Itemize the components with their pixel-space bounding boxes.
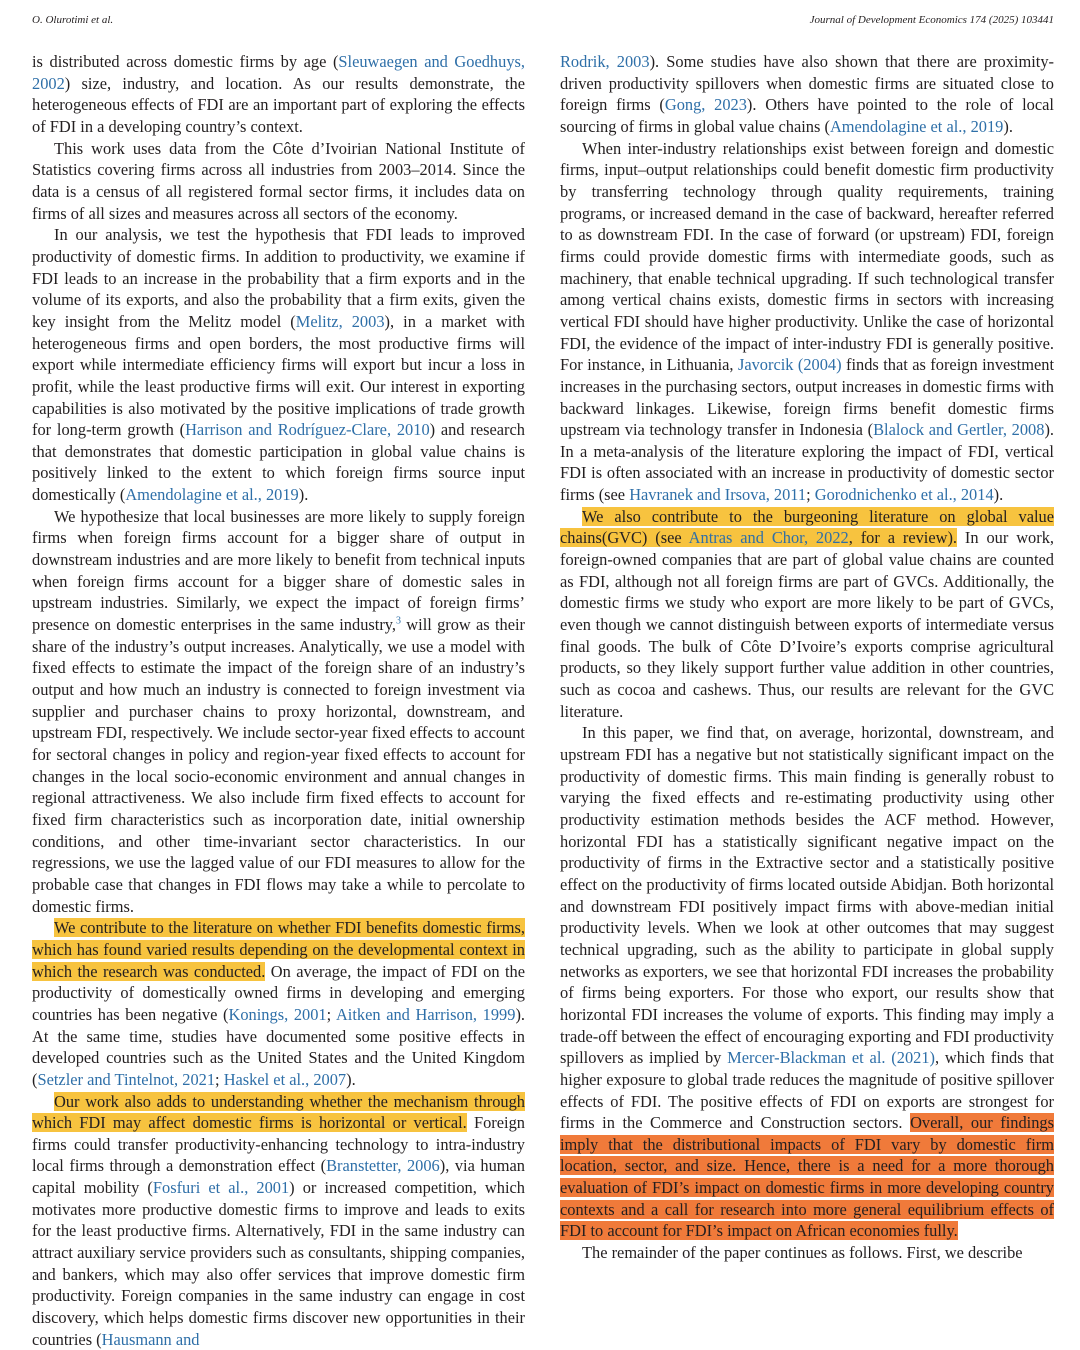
text: ).	[346, 1070, 356, 1089]
running-header-authors: O. Olurotimi et al.	[32, 14, 113, 26]
text: We also contribute to the burgeoning literature on global value chains(GVC) (see	[560, 507, 1054, 548]
citation-link[interactable]: Blalock and Gertler, 2008	[873, 420, 1044, 439]
text: ) size, industry, and location. As our results demonstrate, the heterogeneous effects of FDI are an important part of exploring the effects of FDI in a developing country’s context.	[32, 74, 525, 136]
text: , for a review).	[849, 528, 957, 547]
paragraph	[32, 1091, 525, 1350]
text: is distributed across domestic firms by age (	[32, 52, 338, 71]
citation-link[interactable]: Mercer-Blackman et al. (2021)	[727, 1048, 935, 1067]
text: In this paper, we find that, on average, horizontal, downstream, and upstream FDI has a negative but not statistically significant impact on the productivity of domestic firms. This main finding is generally robust to varying the fixed effects and re-estimating productivity using other productivity estimation methods besides the ACF method. However, horizontal FDI has a statistically significant negative impact on the productivity of firms in the Extractive sector and a statistically positive effect on the productivity of firms located outside Abidjan. Both horizontal and downstream FDI positively impact firms with above-median initial productivity levels. When we look at other outcomes that may suggest technical upgrading, such as the ability to participate in global supply networks as exporters, we see that horizontal FDI increases the probability of firms being exporters. For those who export, our results show that horizontal FDI increases the volume of exports. This finding may imply a trade-off between the effect of encouraging exporting and FDI productivity spillovers as implied by	[560, 723, 1054, 1067]
paragraph	[560, 138, 1054, 506]
citation-link[interactable]: Sleuwaegen and Goedhuys, 2002	[32, 52, 525, 93]
citation-link[interactable]: Amendolagine et al., 2019	[125, 485, 298, 504]
text: In our analysis, we test the hypothesis that FDI leads to improved productivity of domestic firms. In addition to productivity, we examine if FDI leads to an increase in the probability that a firm exports and in the volume of its exports, and also the probability that a firm exits, given the key insight from the Melitz model (	[32, 225, 525, 331]
text: We hypothesize that local businesses are more likely to supply foreign firms when foreign firms account for a bigger share of output in downstream industries and are more likely to benefit from technical inputs when foreign firms account for a bigger share of domestic sales in upstream industries. Similarly, we expect the impact of foreign firms’ presence on domestic enterprises in the same industry,	[32, 507, 525, 634]
citation-link[interactable]: Melitz, 2003	[296, 312, 385, 331]
text: finds that as foreign investment increases in the purchasing sectors, output increases in domestic firms with backward linkages. Likewise, foreign firms benefit domestic firms upstream via technology transfer in Indonesia (	[560, 355, 1054, 439]
text: ). At the same time, studies have documented some positive effects in developed countries such as the United States and the United Kingdom (	[32, 1005, 525, 1089]
text: , which finds that higher exposure to global trade reduces the magnitude of positive spillover effects of FDI. The positive effects of FDI on exports are strongest for firms in the Commerce and Construction sectors.	[560, 1048, 1054, 1132]
text: ), via human capital mobility (	[32, 1156, 525, 1197]
citation-link[interactable]: Haskel et al., 2007	[224, 1070, 346, 1089]
citation-link[interactable]: Branstetter, 2006	[326, 1156, 440, 1175]
citation-link[interactable]: Amendolagine et al., 2019	[830, 117, 1003, 136]
citation-link[interactable]: Setzler and Tintelnot, 2021	[37, 1070, 215, 1089]
text: Foreign firms could transfer productivity-enhancing technology to intra-industry local firms through a demonstration effect (	[32, 1113, 525, 1175]
citation-link[interactable]: Hausmann and	[102, 1330, 200, 1349]
citation-link[interactable]: Fosfuri et al., 2001	[153, 1178, 289, 1197]
text: When inter-industry relationships exist between foreign and domestic firms, input–output relationships could benefit domestic firm productivity by transferring technology through quality requirements, training programs, or increased demand in the case of backward, hereafter referred to as downstream FDI. In the case of forward (or upstream) FDI, foreign firms could provide domestic firms with intermediate goods, such as machinery, that enable technical upgrading. If such technological transfer among vertical chains exists, domestic firms in sectors with increasing vertical FDI should have higher productivity. Unlike the case of horizontal FDI, the evidence of the impact of inter-industry FDI is generally positive. For instance, in Lithuania,	[560, 139, 1054, 375]
paragraph	[560, 51, 1054, 138]
text: ), in a market with heterogeneous firms and open borders, the most productive firms will export while intermediate efficiency firms will export but incur a loss in profit, while the least productive firms will exit. Our interest in exporting capabilities is also motivated by the positive implications of trade growth for long-term growth (	[32, 312, 525, 439]
text: ;	[806, 485, 815, 504]
running-header-journal: Journal of Development Economics 174 (2025) 103441	[810, 14, 1054, 26]
orange-highlight: Overall, our findings imply that the distributional impacts of FDI vary by domestic firm location, sector, and size. Hence, there is a need for a more thorough evaluation of FDI’s impact on domestic firms in more developing country contexts and a call for research into more general equilibrium effects of FDI to account for FDI’s impact on African economies fully.	[560, 1113, 1054, 1240]
citation-link[interactable]: Aitken and Harrison, 1999	[336, 1005, 516, 1024]
citation-link[interactable]: Rodrik, 2003	[560, 52, 650, 71]
text: ) or increased competition, which motivates more productive domestic firms to improve and leads to exits for the least productive firms. Alternatively, FDI in the same industry can attract auxiliary service providers such as consultants, shipping companies, and bankers, which may also offer services that improve domestic firm productivity. Foreign companies in the same industry can engage in cost discovery, which helps domestic firms discover new opportunities in their countries (	[32, 1178, 525, 1349]
text: ;	[327, 1005, 336, 1024]
text: ). Others have pointed to the role of local sourcing of firms in global value chains (	[560, 95, 1054, 136]
text: ).	[1003, 117, 1013, 136]
citation-link[interactable]: Harrison and Rodríguez-Clare, 2010	[185, 420, 430, 439]
right-column	[560, 51, 1054, 1264]
paragraph	[560, 506, 1054, 723]
yellow-highlight: We contribute to the literature on whether FDI benefits domestic firms, which has found varied results depending on the developmental context in which the research was conducted.	[32, 918, 525, 980]
citation-link[interactable]: Gorodnichenko et al., 2014	[815, 485, 994, 504]
footnote-marker[interactable]: 3	[396, 616, 401, 627]
paragraph	[560, 722, 1054, 1242]
citation-link[interactable]: Javorcik (2004)	[738, 355, 842, 374]
text: ). Some studies have also shown that there are proximity-driven productivity spillovers when domestic firms are situated close to foreign firms (	[560, 52, 1054, 114]
text: On average, the impact of FDI on the productivity of domestically owned firms in developing and emerging countries has been negative (	[32, 962, 525, 1024]
paragraph	[32, 224, 525, 506]
text: will grow as their share of the industry’s output increases. Analytically, we use a model with fixed effects to estimate the impact of the foreign share of an industry’s output and how much an industry is connected to foreign investment via supplier and purchaser chains to proxy horizontal, downstream, and upstream FDI, respectively. We include sector-year fixed effects to account for sectoral changes in policy and region-year fixed effects to account for changes in the local socio-economic environment and annual changes in regional attractiveness. We also include firm fixed effects to account for fixed firm characteristics such as incorporation date, initial ownership conditions, and other time-invariant sector characteristics. In our regressions, we use the lagged value of our FDI measures to allow for the probable case that changes in FDI flows may take a while to percolate to domestic firms.	[32, 615, 525, 916]
text: ;	[215, 1070, 224, 1089]
text: In our work, foreign-owned companies that are part of global value chains are counted as FDI, although not all foreign firms are part of GVCs. Additionally, the domestic firms we study who export are more likely to be part of GVCs, even though we cannot distinguish between exports of intermediate versus final goods. The bulk of Côte D’Ivoire’s exports comprise agricultural products, so they likely support further value addition in other countries, such as cocoa and cashews. Thus, our results are relevant for the GVC literature.	[560, 528, 1054, 720]
text: ).	[299, 485, 309, 504]
paragraph: This work uses data from the Côte d’Ivoirian National Institute of Statistics covering firms across all industries from 2003–2014. Since the data is a census of all registered formal sector firms, it includes data on firms of all sizes and measures across all sectors of the economy.	[32, 138, 525, 225]
paragraph: The remainder of the paper continues as follows. First, we describe	[560, 1242, 1054, 1264]
citation-link[interactable]: Gong, 2023	[665, 95, 747, 114]
citation-link[interactable]: Antras and Chor, 2022	[689, 528, 849, 547]
citation-link[interactable]: Konings, 2001	[229, 1005, 327, 1024]
yellow-highlight: Our work also adds to understanding whether the mechanism through which FDI may affect domestic firms is horizontal or vertical.	[32, 1092, 525, 1133]
left-column	[32, 51, 525, 1350]
paragraph	[32, 506, 525, 917]
paragraph	[32, 917, 525, 1090]
paragraph	[32, 51, 525, 138]
text: ) and research that demonstrates that domestic participation in global value chains is positively linked to the extent to which foreign firms source input domestically (	[32, 420, 525, 504]
text: ). In a meta-analysis of the literature exploring the impact of FDI, vertical FDI is often associated with an increase in productivity of domestic sector firms (see	[560, 420, 1054, 504]
citation-link[interactable]: Havranek and Irsova, 2011	[629, 485, 806, 504]
text: ).	[994, 485, 1004, 504]
